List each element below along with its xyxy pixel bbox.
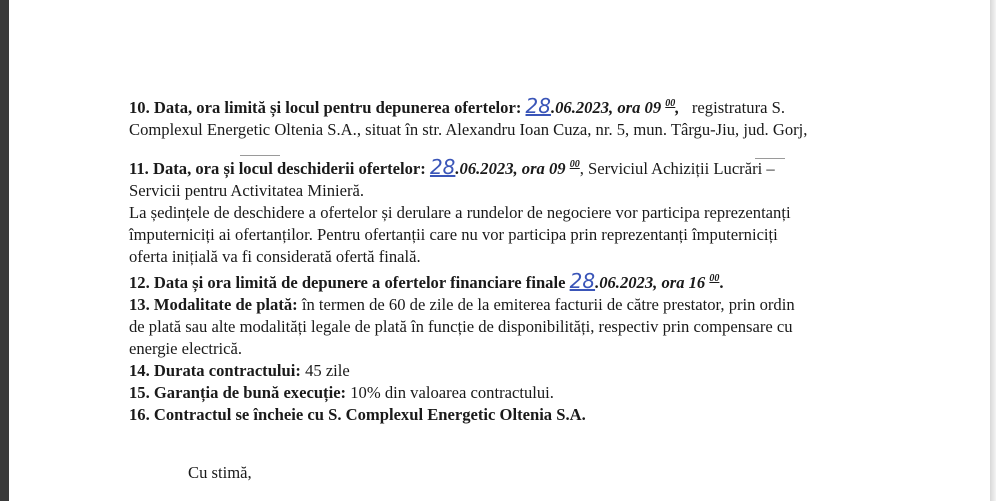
section-13-line-1 <box>129 294 949 316</box>
section-13-text: în termen de 60 de zile de la emiterea facturii de către prestator, prin ordin <box>301 295 795 314</box>
section-10-line-2: Complexul Energetic Oltenia S.A., situat în str. Alexandru Ioan Cuza, nr. 5, mun. Târgu-Jiu, jud. Gorj, <box>129 120 808 139</box>
section-15-label: 15. Garanția de bună execuție: <box>129 383 347 402</box>
section-16-label: 16. Contractul se încheie cu S. Complexul Energetic Oltenia S.A. <box>129 405 586 424</box>
section-11-date: .06.2023, ora 09 <box>455 159 566 178</box>
section-11-para-line-3: oferta inițială va fi considerată ofertă finală. <box>129 247 421 266</box>
section-11-line-1 <box>129 154 949 180</box>
section-14-value: 45 zile <box>305 361 350 380</box>
handwritten-day: 28 <box>569 269 596 293</box>
section-11-para-line-2: împuterniciți ai ofertanților. Pentru ofertanții care nu vor participa prin reprezentanți împuterniciți <box>129 225 778 244</box>
section-11-minutes: 00 <box>569 159 580 170</box>
section-10-date: .06.2023, ora 09 <box>550 98 662 117</box>
section-11-text: , Serviciul Achiziții Lucrări – <box>579 159 775 178</box>
section-14-line <box>129 360 949 382</box>
section-12-minutes: 00 <box>709 273 720 284</box>
section-15-value: 10% din valoarea contractului. <box>350 383 554 402</box>
section-10-label: 10. Data, ora limită și locul pentru depunerea ofertelor: <box>129 98 522 117</box>
section-10-minutes: 00 <box>665 98 676 109</box>
section-11-label: 11. Data, ora și locul deschiderii ofertelor: <box>129 159 426 178</box>
section-15-line <box>129 382 949 404</box>
window-left-edge <box>0 0 9 501</box>
section-12-line: 12. Data și ora limită de depunere a ofertelor financiare finale 28.06.2023, ora 16 $^{00}$. <box>129 269 724 293</box>
section-11-line-2: Servicii pentru Activitatea Minieră. <box>129 181 365 200</box>
section-10-line-1: 10. Data, ora limită și locul pentru depunerea ofertelor: 28.06.2023, ora 09 $^{00}$, registratura S. <box>129 94 785 118</box>
section-11-para-line-1: La ședințele de deschidere a ofertelor și derulare a rundelor de negociere vor participa reprezentanți <box>129 203 791 222</box>
section-12-label: 12. Data și ora limită de depunere a ofertelor financiare finale <box>129 273 566 292</box>
handwritten-day: 28 <box>429 155 456 179</box>
section-14-label: 14. Durata contractului: <box>129 361 301 380</box>
section-12-date: .06.2023, ora 16 <box>595 273 706 292</box>
section-10-text: registratura S. <box>691 98 785 117</box>
section-13-line-2: de plată sau alte modalități legale de plată în funcție de disponibilități, respectiv prin compensare cu <box>129 317 793 336</box>
document-page <box>129 93 949 426</box>
section-16-line <box>129 404 949 426</box>
section-13-line-3: energie electrică. <box>129 339 243 358</box>
section-13-label: 13. Modalitate de plată: <box>129 295 298 314</box>
closing-salutation: Cu stimă, <box>188 463 252 482</box>
window-right-edge <box>990 0 996 501</box>
handwritten-day: 28 <box>525 94 551 118</box>
